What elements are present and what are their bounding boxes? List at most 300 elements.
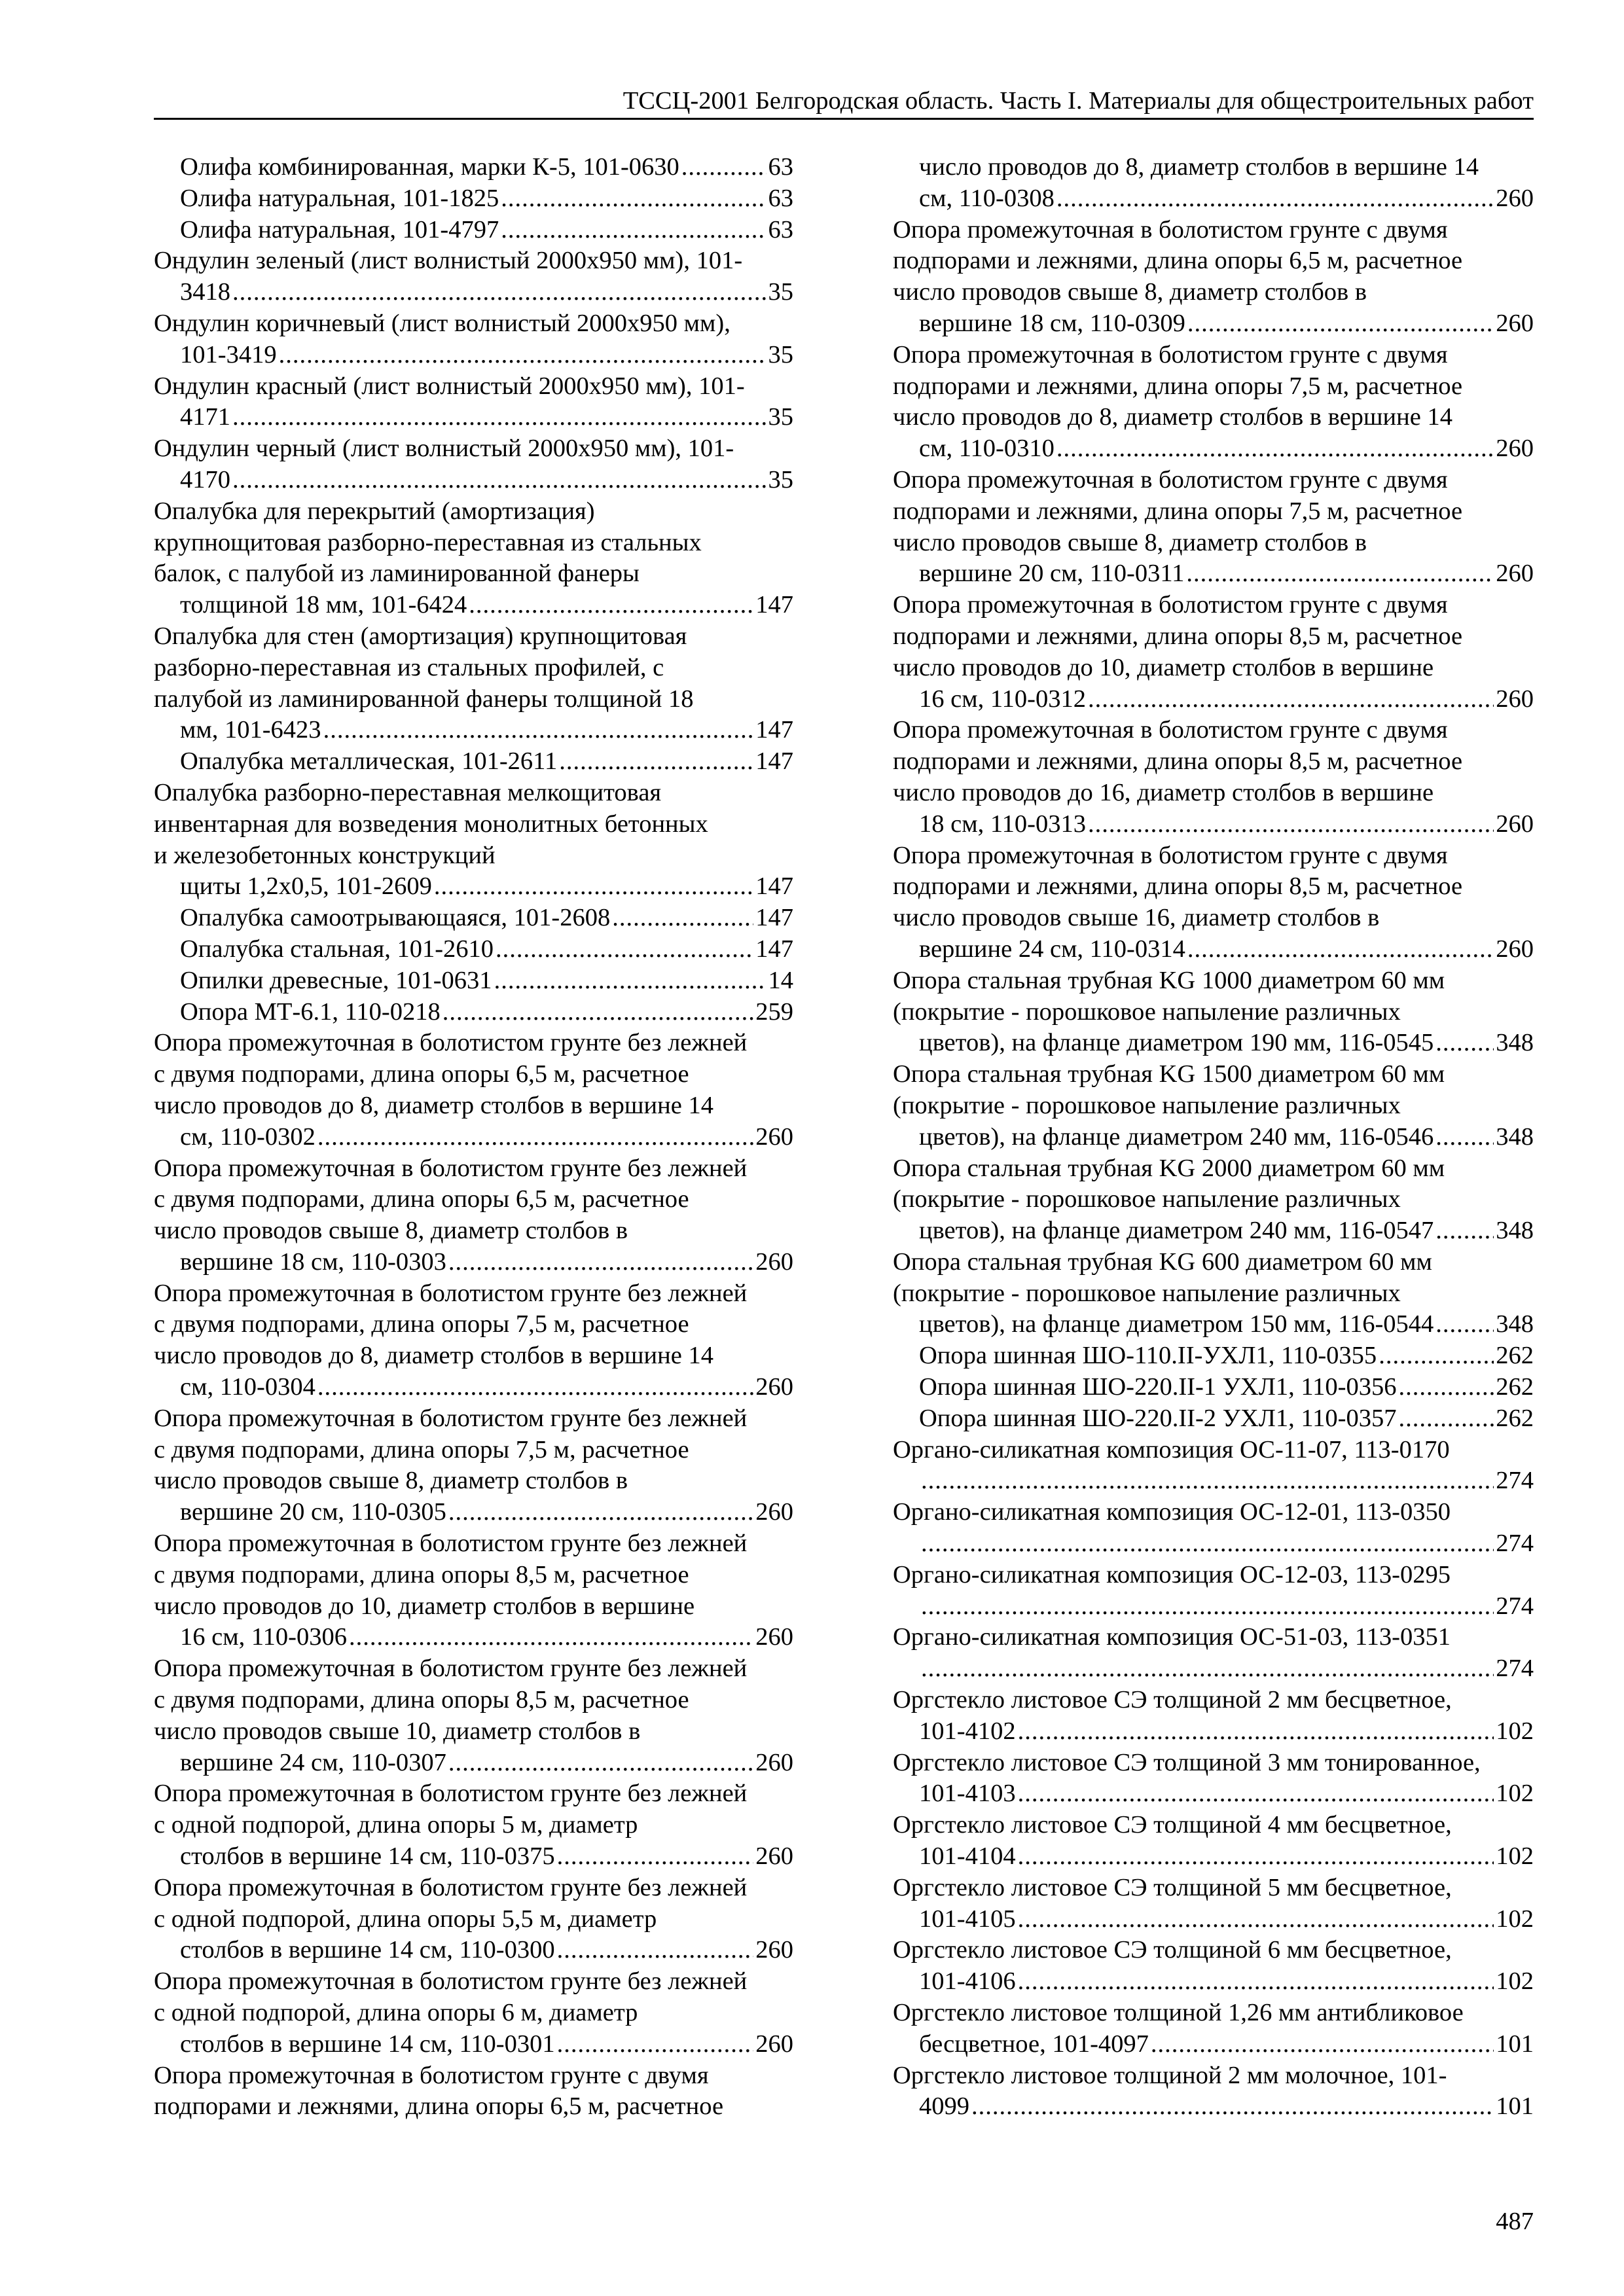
entry-line: подпорами и лежнями, длина опоры 8,5 м, расчетное — [893, 872, 1463, 901]
index-entry — [893, 1247, 1534, 1340]
entry-tail — [919, 1966, 1534, 1998]
entry-line: Органо-силикатная композиция ОС-12-01, 113-0350 — [893, 1498, 1451, 1526]
index-entry — [154, 1028, 793, 1153]
entry-line: с двумя подпорами, длина опоры 6,5 м, расчетное — [154, 1060, 689, 1088]
page-ref: 63 — [768, 184, 793, 212]
entry-line: число проводов свыше 16, диаметр столбов в — [893, 904, 1380, 932]
entry-line: Опора промежуточная в болотистом грунте с двумя — [893, 716, 1448, 744]
entry-tail — [919, 1403, 1534, 1435]
dot-leader — [1056, 183, 1494, 215]
entry-tail — [180, 715, 793, 746]
entry-line: подпорами и лежнями, длина опоры 8,5 м, расчетное — [893, 747, 1463, 776]
dot-leader — [448, 1748, 753, 1779]
entry-line: Оргстекло листовое СЭ толщиной 4 мм бесцветное, — [893, 1811, 1452, 1839]
entry-line: число проводов свыше 8, диаметр столбов в — [154, 1467, 628, 1495]
entry-tail — [919, 558, 1534, 590]
entry-line: Оргстекло листовое СЭ толщиной 5 мм бесцветное, — [893, 1873, 1452, 1901]
dot-leader — [1399, 1403, 1494, 1435]
entry-line: Опора стальная трубная KG 600 диаметром 60 мм — [893, 1247, 1432, 1276]
dot-leader — [494, 965, 767, 997]
page-ref: 274 — [1496, 1530, 1534, 1558]
entry-line: подпорами и лежнями, длина опоры 7,5 м, расчетное — [893, 372, 1463, 400]
page-ref: 348 — [1496, 1122, 1534, 1151]
entry-tail — [180, 934, 793, 965]
dot-leader — [559, 746, 753, 778]
entry-line: подпорами и лежнями, длина опоры 8,5 м, расчетное — [893, 622, 1463, 650]
entry-line: Опора промежуточная в болотистом грунте без лежней — [154, 1029, 748, 1057]
entry-line: число проводов до 10, диаметр столбов в вершине — [893, 653, 1434, 681]
page-ref: 147 — [755, 591, 793, 619]
index-entry — [893, 1873, 1534, 1935]
index-entry — [154, 778, 793, 903]
page-ref: 102 — [1496, 1780, 1534, 1808]
entry-line: с одной подпорой, длина опоры 6 м, диаметр — [154, 1999, 638, 2027]
entry-line: число проводов свыше 8, диаметр столбов в — [893, 278, 1367, 306]
entry-text: 101-4102 — [919, 1717, 1016, 1745]
dot-leader — [1018, 1716, 1494, 1748]
index-entry — [154, 2060, 793, 2123]
entry-tail — [180, 1935, 793, 1966]
entry-text: Опора шинная ШО-220.II-1 УХЛ1, 110-0356 — [919, 1373, 1397, 1401]
index-entry — [154, 433, 793, 496]
entry-line: число проводов до 10, диаметр столбов в вершине — [154, 1592, 695, 1620]
entry-line: число проводов свыше 10, диаметр столбов в — [154, 1717, 641, 1745]
entry-line: Опора промежуточная в болотистом грунте без лежней — [154, 1154, 748, 1182]
dot-leader — [323, 715, 754, 746]
index-entry — [154, 1528, 793, 1653]
index-entry — [154, 1966, 793, 2060]
entry-line: число проводов до 8, диаметр столбов в вершине 14 — [919, 153, 1479, 181]
entry-text: 101-3419 — [180, 340, 277, 368]
page-ref: 102 — [1496, 1717, 1534, 1745]
index-column-right — [893, 152, 1534, 2123]
entry-tail — [919, 1716, 1534, 1748]
index-entry — [893, 1372, 1534, 1403]
dot-leader — [1435, 1309, 1494, 1340]
entry-text: Олифа комбинированная, марки К-5, 101-0630 — [180, 153, 679, 181]
index-entry — [154, 1403, 793, 1528]
entry-text: вершине 18 см, 110-0303 — [180, 1247, 446, 1276]
entry-text: щиты 1,2х0,5, 101-2609 — [180, 872, 432, 901]
entry-text: вершине 20 см, 110-0305 — [180, 1498, 446, 1526]
index-entry — [893, 1560, 1534, 1623]
index-entry — [893, 1403, 1534, 1435]
entry-tail — [919, 1372, 1534, 1403]
entry-text: цветов), на фланце диаметром 240 мм, 116-0547 — [919, 1217, 1434, 1245]
entry-tail — [180, 903, 793, 934]
index-entry — [154, 1153, 793, 1278]
page-ref: 260 — [755, 1247, 793, 1276]
entry-text: цветов), на фланце диаметром 150 мм, 116-0544 — [919, 1310, 1434, 1338]
entry-line: с двумя подпорами, длина опоры 8,5 м, расчетное — [154, 1560, 689, 1588]
dot-leader — [317, 1372, 753, 1403]
dot-leader — [1435, 1122, 1494, 1153]
entry-line: подпорами и лежнями, длина опоры 7,5 м, расчетное — [893, 497, 1463, 525]
page-ref: 260 — [755, 1122, 793, 1151]
index-entry — [154, 1778, 793, 1872]
entry-tail — [180, 465, 793, 496]
dot-leader — [557, 1841, 754, 1873]
index-entry — [154, 1653, 793, 1778]
entry-line: подпорами и лежнями, длина опоры 6,5 м, расчетное — [154, 2092, 724, 2121]
entry-line: Опора промежуточная в болотистом грунте без лежней — [154, 1780, 748, 1808]
page-ref: 274 — [1496, 1592, 1534, 1620]
dot-leader — [1399, 1372, 1494, 1403]
page-ref: 14 — [768, 966, 793, 994]
dot-leader — [232, 277, 767, 308]
page-ref: 348 — [1496, 1029, 1534, 1057]
dot-leader — [1056, 433, 1494, 465]
entry-line: Оргстекло листовое СЭ толщиной 2 мм бесцветное, — [893, 1686, 1452, 1714]
entry-line: с двумя подпорами, длина опоры 8,5 м, расчетное — [154, 1686, 689, 1714]
entry-line: (покрытие - порошковое напыление различных — [893, 997, 1401, 1026]
entry-text: 101-4105 — [919, 1905, 1016, 1933]
dot-leader — [442, 997, 754, 1028]
entry-line: крупнощитовая разборно-переставная из стальных — [154, 528, 702, 556]
entry-line: Опалубка разборно-переставная мелкощитовая — [154, 778, 662, 806]
page-ref: 259 — [755, 997, 793, 1026]
entry-line: Опора промежуточная в болотистом грунте без лежней — [154, 1404, 748, 1432]
dot-leader — [1435, 1028, 1494, 1059]
entry-line: разборно-переставная из стальных профилей, с — [154, 653, 664, 681]
index-entry — [893, 340, 1534, 465]
entry-tail — [180, 965, 793, 997]
dot-leader — [448, 1497, 753, 1528]
page-ref: 63 — [768, 215, 793, 243]
entry-line: Ондулин красный (лист волнистый 2000х950 мм), 101- — [154, 372, 745, 400]
dot-leader — [1018, 1904, 1494, 1935]
entry-tail — [919, 1528, 1534, 1560]
entry-line: Опора промежуточная в болотистом грунте без лежней — [154, 1655, 748, 1683]
entry-line: число проводов свыше 8, диаметр столбов в — [154, 1217, 628, 1245]
page-ref: 35 — [768, 278, 793, 306]
entry-tail — [180, 402, 793, 433]
entry-text: столбов в вершине 14 см, 110-0375 — [180, 1842, 555, 1871]
index-entry — [893, 590, 1534, 715]
entry-text: цветов), на фланце диаметром 190 мм, 116-0545 — [919, 1029, 1434, 1057]
entry-text: Опилки древесные, 101-0631 — [180, 966, 492, 994]
index-entry — [893, 152, 1534, 215]
entry-tail — [919, 1215, 1534, 1247]
index-entry — [893, 1998, 1534, 2060]
entry-text: 3418 — [180, 278, 230, 306]
entry-text: Олифа натуральная, 101-1825 — [180, 184, 499, 212]
entry-text: столбов в вершине 14 см, 110-0301 — [180, 2030, 555, 2058]
entry-line: Оргстекло листовое СЭ толщиной 6 мм бесцветное, — [893, 1936, 1452, 1964]
entry-line: число проводов свыше 8, диаметр столбов в — [893, 528, 1367, 556]
page-ref: 102 — [1496, 1967, 1534, 1996]
entry-line: Опора промежуточная в болотистом грунте без лежней — [154, 1530, 748, 1558]
entry-line: балок, с палубой из ламинированной фанеры — [154, 560, 640, 588]
index-entry — [154, 903, 793, 934]
entry-tail — [919, 1465, 1534, 1497]
index-entry — [893, 1153, 1534, 1247]
page-ref: 262 — [1496, 1404, 1534, 1432]
entry-text: 4171 — [180, 403, 230, 431]
dot-leader — [1088, 684, 1494, 715]
index-entry — [893, 715, 1534, 840]
dot-leader — [1018, 1778, 1494, 1810]
entry-tail — [919, 684, 1534, 715]
entry-line: Опора промежуточная в болотистом грунте с двумя — [893, 841, 1448, 869]
entry-tail — [919, 1309, 1534, 1340]
entry-line: инвентарная для возведения монолитных бетонных — [154, 810, 708, 838]
page-ref: 35 — [768, 340, 793, 368]
page-ref: 147 — [755, 935, 793, 963]
entry-text: цветов), на фланце диаметром 240 мм, 116-0546 — [919, 1122, 1434, 1151]
entry-line: Опалубка для стен (амортизация) крупнощитовая — [154, 622, 687, 650]
entry-text: Опора шинная ШО-110.II-УХЛ1, 110-0355 — [919, 1342, 1377, 1370]
index-entry — [154, 1278, 793, 1403]
entry-line: подпорами и лежнями, длина опоры 6,5 м, расчетное — [893, 247, 1463, 275]
header-rule — [154, 118, 1534, 120]
entry-text: Опора шинная ШО-220.II-2 УХЛ1, 110-0357 — [919, 1404, 1397, 1432]
page-ref: 260 — [755, 1373, 793, 1401]
entry-tail — [919, 433, 1534, 465]
entry-text: Опалубка самоотрывающаяся, 101-2608 — [180, 904, 611, 932]
entry-tail — [919, 1904, 1534, 1935]
entry-line: Опора промежуточная в болотистом грунте без лежней — [154, 1967, 748, 1996]
dot-leader — [557, 2029, 754, 2060]
entry-tail — [180, 1841, 793, 1873]
dot-leader — [921, 1591, 1494, 1623]
dot-leader — [469, 590, 753, 621]
entry-line: Органо-силикатная композиция ОС-51-03, 113-0351 — [893, 1623, 1451, 1651]
page-ref: 102 — [1496, 1842, 1534, 1871]
page-ref: 147 — [755, 872, 793, 901]
index-entry — [154, 934, 793, 965]
index-entry — [893, 2060, 1534, 2123]
entry-tail — [919, 1028, 1534, 1059]
dot-leader — [921, 1465, 1494, 1497]
dot-leader — [1018, 1841, 1494, 1873]
index-entry — [893, 215, 1534, 340]
entry-text: вершине 24 см, 110-0307 — [180, 1748, 446, 1776]
index-entry — [893, 1810, 1534, 1873]
entry-text: см, 110-0310 — [919, 435, 1055, 463]
index-entry — [893, 965, 1534, 1059]
entry-text: вершине 20 см, 110-0311 — [919, 560, 1185, 588]
entry-tail — [919, 1591, 1534, 1623]
entry-tail — [180, 340, 793, 371]
dot-leader — [1151, 2029, 1494, 2060]
running-header: ТССЦ-2001 Белгородская область. Часть I. Материалы для общестроительных работ — [623, 87, 1534, 115]
entry-line: число проводов до 8, диаметр столбов в вершине 14 — [154, 1342, 713, 1370]
page-ref: 147 — [755, 716, 793, 744]
index-entry — [893, 465, 1534, 590]
entry-tail — [180, 152, 793, 183]
index-entry — [154, 746, 793, 778]
entry-line: Органо-силикатная композиция ОС-11-07, 113-0170 — [893, 1435, 1450, 1463]
entry-text: 101-4103 — [919, 1780, 1016, 1808]
page-ref: 63 — [768, 153, 793, 181]
dot-leader — [971, 2091, 1494, 2123]
entry-line: с одной подпорой, длина опоры 5 м, диаметр — [154, 1811, 638, 1839]
dot-leader — [1187, 934, 1494, 965]
entry-tail — [919, 308, 1534, 340]
page-ref: 260 — [1496, 560, 1534, 588]
entry-tail — [180, 1497, 793, 1528]
page-ref: 262 — [1496, 1342, 1534, 1370]
index-entry — [893, 840, 1534, 965]
entry-line: Опора промежуточная в болотистом грунте без лежней — [154, 1279, 748, 1307]
page-number: 487 — [1496, 2208, 1534, 2235]
dot-leader — [612, 903, 753, 934]
dot-leader — [501, 215, 766, 246]
page-ref: 35 — [768, 403, 793, 431]
dot-leader — [1088, 809, 1494, 840]
entry-tail — [919, 1841, 1534, 1873]
entry-text: столбов в вершине 14 см, 110-0300 — [180, 1936, 555, 1964]
entry-tail — [180, 1748, 793, 1779]
entry-line: число проводов до 8, диаметр столбов в вершине 14 — [154, 1091, 713, 1119]
entry-text: см, 110-0302 — [180, 1122, 316, 1151]
entry-line: Опора стальная трубная KG 1500 диаметром 60 мм — [893, 1060, 1445, 1088]
index-entry — [154, 965, 793, 997]
entry-text: 18 см, 110-0313 — [919, 810, 1086, 838]
dot-leader — [232, 402, 767, 433]
entry-text: 4170 — [180, 465, 230, 493]
entry-tail — [180, 997, 793, 1028]
page-ref: 260 — [1496, 810, 1534, 838]
dot-leader — [1435, 1215, 1494, 1247]
dot-leader — [921, 1653, 1494, 1685]
entry-text: 101-4106 — [919, 1967, 1016, 1996]
page-ref: 348 — [1496, 1310, 1534, 1338]
entry-text: Опора МТ-6.1, 110-0218 — [180, 997, 441, 1026]
page-ref: 102 — [1496, 1905, 1534, 1933]
entry-text: Опалубка стальная, 101-2610 — [180, 935, 494, 963]
entry-tail — [180, 746, 793, 778]
page-ref: 260 — [1496, 685, 1534, 713]
page-ref: 101 — [1496, 2030, 1534, 2058]
page-ref: 262 — [1496, 1373, 1534, 1401]
index-column-left — [154, 152, 793, 2123]
entry-tail — [180, 871, 793, 903]
dot-leader — [434, 871, 753, 903]
entry-line: с двумя подпорами, длина опоры 6,5 м, расчетное — [154, 1185, 689, 1213]
page-ref: 260 — [755, 1498, 793, 1526]
entry-tail — [180, 277, 793, 308]
index-entry — [154, 183, 793, 215]
page-ref: 348 — [1496, 1217, 1534, 1245]
dot-leader — [496, 934, 753, 965]
page-ref: 260 — [755, 1842, 793, 1871]
index-entry — [893, 1340, 1534, 1372]
index-entry — [154, 997, 793, 1028]
entry-text: 16 см, 110-0306 — [180, 1623, 347, 1651]
entry-line: (покрытие - порошковое напыление различных — [893, 1091, 1401, 1119]
entry-line: с двумя подпорами, длина опоры 7,5 м, расчетное — [154, 1310, 689, 1338]
entry-line: Органо-силикатная композиция ОС-12-03, 113-0295 — [893, 1560, 1451, 1588]
entry-tail — [919, 1122, 1534, 1153]
entry-tail — [180, 183, 793, 215]
entry-tail — [180, 590, 793, 621]
page-ref: 147 — [755, 747, 793, 776]
entry-tail — [919, 1653, 1534, 1685]
entry-text: мм, 101-6423 — [180, 716, 321, 744]
entry-tail — [180, 2029, 793, 2060]
index-entry — [893, 1622, 1534, 1685]
index-entry — [893, 1748, 1534, 1810]
entry-line: число проводов до 8, диаметр столбов в вершине 14 — [893, 403, 1453, 431]
entry-tail — [180, 1622, 793, 1653]
entry-line: Опора стальная трубная KG 2000 диаметром 60 мм — [893, 1154, 1445, 1182]
index-entry — [154, 215, 793, 246]
entry-line: (покрытие - порошковое напыление различных — [893, 1185, 1401, 1213]
entry-text: вершине 18 см, 110-0309 — [919, 309, 1185, 337]
page-ref: 260 — [755, 1748, 793, 1776]
dot-leader — [317, 1122, 753, 1153]
entry-line: палубой из ламинированной фанеры толщиной 18 — [154, 685, 694, 713]
index-entry — [154, 308, 793, 371]
entry-line: с одной подпорой, длина опоры 5,5 м, диаметр — [154, 1905, 657, 1933]
page-ref: 274 — [1496, 1467, 1534, 1495]
entry-line: Опалубка для перекрытий (амортизация) — [154, 497, 595, 525]
index-entry — [893, 1497, 1534, 1560]
dot-leader — [1186, 558, 1494, 590]
page-ref: 260 — [1496, 935, 1534, 963]
entry-tail — [919, 183, 1534, 215]
entry-tail — [180, 1372, 793, 1403]
index-entry — [154, 496, 793, 621]
entry-text: см, 110-0304 — [180, 1373, 316, 1401]
dot-leader — [1187, 308, 1494, 340]
index-entry — [154, 621, 793, 746]
dot-leader — [279, 340, 767, 371]
dot-leader — [921, 1528, 1494, 1560]
dot-leader — [1379, 1340, 1494, 1372]
page-ref: 147 — [755, 904, 793, 932]
dot-leader — [681, 152, 767, 183]
index-entry — [893, 1435, 1534, 1498]
entry-text: Опалубка металлическая, 101-2611 — [180, 747, 558, 776]
entry-tail — [180, 1247, 793, 1278]
entry-line: Опора промежуточная в болотистом грунте с двумя — [893, 340, 1448, 368]
entry-line: Опора промежуточная в болотистом грунте с двумя — [154, 2061, 709, 2089]
entry-text: вершине 24 см, 110-0314 — [919, 935, 1185, 963]
entry-text: 4099 — [919, 2092, 969, 2121]
entry-line: Опора промежуточная в болотистом грунте с двумя — [893, 591, 1448, 619]
entry-line: Ондулин зеленый (лист волнистый 2000х950 мм), 101- — [154, 247, 743, 275]
entry-text: 101-4104 — [919, 1842, 1016, 1871]
page-ref: 260 — [1496, 309, 1534, 337]
entry-text: 16 см, 110-0312 — [919, 685, 1086, 713]
dot-leader — [557, 1935, 754, 1966]
entry-text: Олифа натуральная, 101-4797 — [180, 215, 499, 243]
index-entry — [893, 1685, 1534, 1748]
entry-line: Оргстекло листовое СЭ толщиной 3 мм тонированное, — [893, 1748, 1481, 1776]
entry-line: Оргстекло листовое толщиной 2 мм молочное, 101- — [893, 2061, 1447, 2089]
page-ref: 35 — [768, 465, 793, 493]
entry-line: Опора промежуточная в болотистом грунте с двумя — [893, 215, 1448, 243]
page-ref: 260 — [755, 1936, 793, 1964]
entry-line: Оргстекло листовое толщиной 1,26 мм антибликовое — [893, 1999, 1464, 2027]
entry-tail — [180, 1122, 793, 1153]
entry-tail — [919, 809, 1534, 840]
entry-text: бесцветное, 101-4097 — [919, 2030, 1149, 2058]
index-entry — [154, 371, 793, 434]
dot-leader — [349, 1622, 753, 1653]
entry-line: Опора промежуточная в болотистом грунте без лежней — [154, 1873, 748, 1901]
entry-line: Ондулин коричневый (лист волнистый 2000х950 мм), — [154, 309, 731, 337]
entry-tail — [919, 1340, 1534, 1372]
index-entry — [154, 152, 793, 183]
entry-tail — [919, 2091, 1534, 2123]
entry-line: Ондулин черный (лист волнистый 2000х950 мм), 101- — [154, 435, 734, 463]
dot-leader — [501, 183, 766, 215]
entry-line: Опора промежуточная в болотистом грунте с двумя — [893, 465, 1448, 493]
